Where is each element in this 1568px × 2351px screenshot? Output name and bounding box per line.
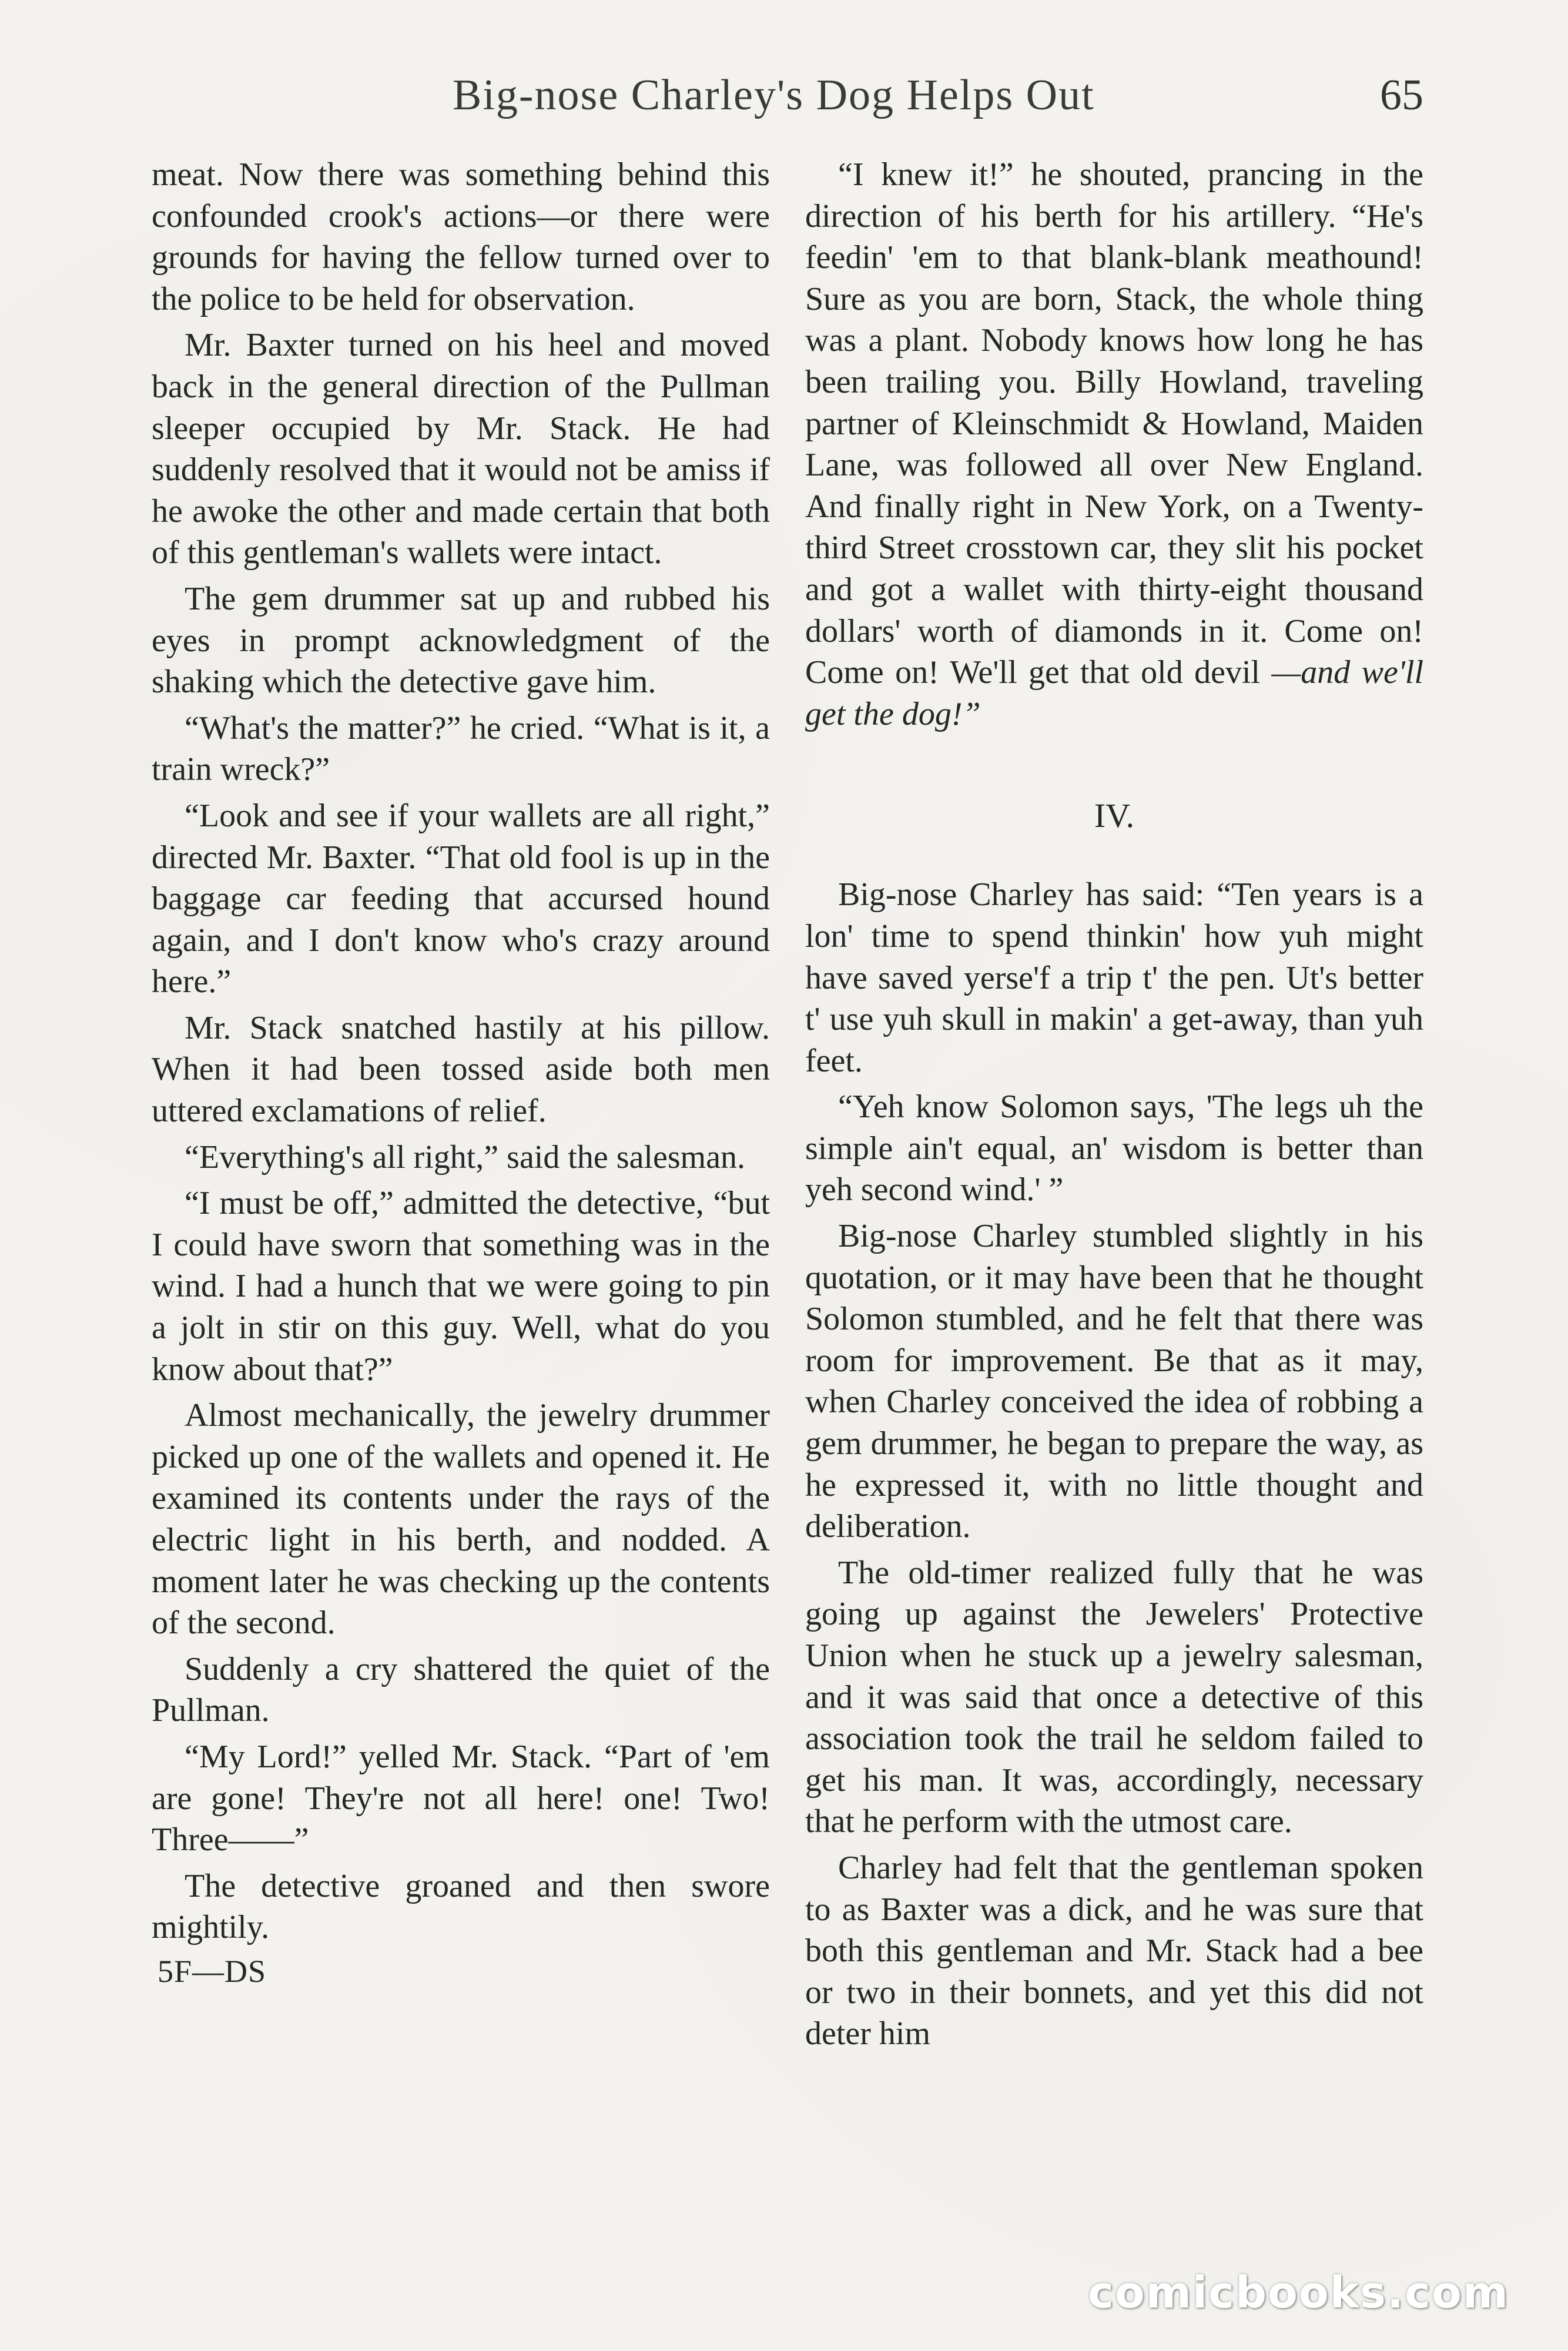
paragraph: The detective groaned and then swore mightily. bbox=[152, 1867, 770, 1946]
paragraph: Mr. Baxter turned on his heel and moved back in the general direction of the Pullman sleeper occupied by Mr. Stack. He had suddenly resolved that it would not be amiss if he awoke the other and made certain that both of this gentleman's wallets were intact. bbox=[152, 327, 770, 571]
running-title: Big-nose Charley's Dog Helps Out bbox=[453, 71, 1095, 119]
paragraph: “Look and see if your wallets are all right,” directed Mr. Baxter. “That old fool is up in the baggage car feeding that accursed hound again, and I don't know who's crazy around here.” bbox=[152, 797, 770, 1000]
right-column bbox=[805, 154, 1423, 2059]
paragraph: “I must be off,” admitted the detective, “but I could have sworn that something was in the wind. I had a hunch that we were going to pin a jolt in stir on this guy. Well, what do you know about that?” bbox=[152, 1185, 770, 1388]
paragraph bbox=[805, 154, 1423, 735]
signature-mark: 5F—DS bbox=[158, 1953, 267, 1989]
paragraph: Charley had felt that the gentleman spoken to as Baxter was a dick, and he was sure that both this gentleman and Mr. Stack had a bee or two in their bonnets, and yet this did not deter him bbox=[805, 1849, 1423, 2052]
watermark-logo: comicbooks.com bbox=[1088, 2268, 1509, 2318]
section-heading: IV. bbox=[1094, 796, 1135, 835]
paragraph: “Everything's all right,” said the salesman. bbox=[185, 1138, 746, 1176]
paragraph: Big-nose Charley has said: “Ten years is a lon' time to spend thinkin' how yuh might have saved yerse'f a trip t' the pen. Ut's better t' use yuh skull in makin' a get-away, than yuh feet. bbox=[805, 876, 1423, 1079]
paragraph: The old-timer realized fully that he was going up against the Jewelers' Protective Union when he stuck up a jewelry salesman, and it was said that once a detective of this association took the trail he seldom failed to get his man. It was, accordingly, necessary that he perform with the utmost care. bbox=[805, 1554, 1423, 1840]
paragraph: Mr. Stack snatched hastily at his pillow. When it had been tossed aside both men uttered exclamations of relief. bbox=[152, 1009, 770, 1130]
paragraph: “Yeh know Solomon says, 'The legs uh the simple ain't equal, an' wisdom is better than yeh second wind.' ” bbox=[805, 1089, 1423, 1208]
paragraph: “What's the matter?” he cried. “What is it, a train wreck?” bbox=[152, 709, 770, 788]
running-head bbox=[0, 71, 1568, 135]
paragraph: Big-nose Charley stumbled slightly in his quotation, or it may have been that he thought Solomon stumbled, and he felt that there was room for improvement. Be that as it may, when Charley conceived the idea of robbing a gem drummer, he began to prepare the way, as he expressed it, with no little thought and deliberation. bbox=[805, 1218, 1423, 1545]
paragraph: Almost mechanically, the jewelry drummer picked up one of the wallets and opened it. He examined its contents under the rays of the electric light in his berth, and nodded. A moment later he was checking up the contents of the second. bbox=[152, 1397, 770, 1642]
paragraph-text: “I knew it!” he shouted, prancing in the direction of his berth for his artillery. “He's feedin' 'em to that blank-blank meathound! Sure as you are born, Stack, the whole thing was a plant. Nobody knows how long he has been trailing you. Billy Howland, traveling partner of Kleinschmidt & Howland, Maiden Lane, was followed all over New England. And finally right in New York, on a Twenty-third Street crosstown car, they slit his pocket and got a wallet with thirty-eight thousand dollars' worth of diamonds in it. Come on! Come on! We'll get that old devil bbox=[805, 156, 1423, 691]
left-column bbox=[152, 154, 770, 1990]
paragraph: Suddenly a cry shattered the quiet of the Pullman. bbox=[152, 1650, 770, 1729]
paragraph: The gem drummer sat up and rubbed his eyes in prompt acknowledgment of the shaking which the detective gave him. bbox=[152, 580, 770, 701]
italic-emphasis: —and we'll get the dog!” bbox=[805, 654, 1424, 732]
paragraph: meat. Now there was something behind this confounded crook's actions—or there were grounds for having the fellow turned over to the police to be held for observation. bbox=[152, 156, 770, 317]
page-number: 65 bbox=[1380, 71, 1423, 119]
paragraph: “My Lord!” yelled Mr. Stack. “Part of 'em are gone! They're not all here! one! Two! Three——” bbox=[152, 1738, 770, 1858]
